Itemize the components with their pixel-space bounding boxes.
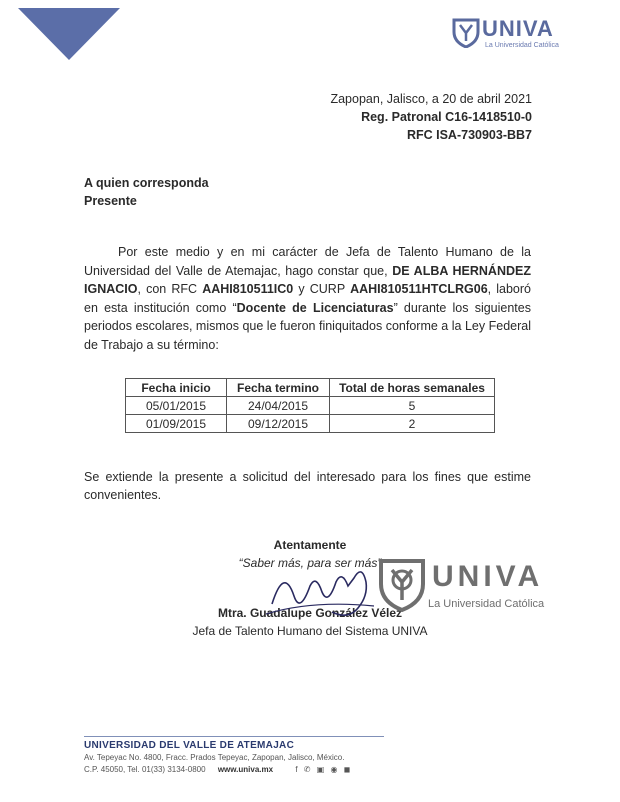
table-row: [126, 397, 495, 415]
cell-start-date: 05/01/2015: [126, 397, 227, 415]
footer-contact-row: [84, 764, 384, 776]
cell-end-date: 09/12/2015: [227, 415, 330, 433]
univa-shield-icon: [452, 18, 480, 48]
body-text-2: , con RFC: [137, 282, 198, 296]
univa-logo-header: [452, 18, 602, 52]
periods-table: [125, 378, 495, 433]
place-date: Zapopan, Jalisco, a 20 de abril 2021: [330, 92, 532, 106]
letter-header: [330, 90, 532, 144]
footer-contact: C.P. 45050, Tel. 01(33) 3134-0800: [84, 765, 206, 774]
body-text-4: , laboró en esta institución como “: [84, 282, 532, 315]
cell-end-date: 24/04/2015: [227, 397, 330, 415]
corner-triangle-decoration: [18, 8, 120, 60]
body-paragraph: [84, 243, 531, 354]
body-text-1: Por este medio y en mi carácter de Jefa de Talento Humano de la Universidad del Valle de Atemajac, hago constar que,: [84, 245, 531, 278]
cell-start-date: 01/09/2015: [126, 415, 227, 433]
brand-tagline: La Universidad Católica: [485, 42, 559, 49]
table-header-row: [126, 379, 495, 397]
footer: [84, 736, 384, 776]
closing-paragraph: Se extiende la presente a solicitud del interesado para los fines que estime convenientes.: [84, 470, 531, 502]
body-text-3: y CURP: [298, 282, 345, 296]
employee-curp: AAHI810511HTCLRG06: [350, 282, 488, 296]
col-header-hours: Total de horas semanales: [330, 379, 495, 397]
stamp-name: UNIVA: [432, 560, 544, 593]
footer-university: UNIVERSIDAD DEL VALLE DE ATEMAJAC: [84, 740, 295, 751]
motto: “Saber más, para ser más”: [238, 556, 382, 570]
signer-name: Mtra. Guadalupe González Vélez: [217, 606, 403, 620]
greeting-line-1: A quien corresponda: [84, 176, 209, 190]
rfc-company: RFC ISA-730903-BB7: [406, 128, 532, 142]
employee-position: Docente de Licenciaturas: [236, 300, 394, 315]
footer-divider: [84, 736, 384, 737]
salutation: Atentamente: [273, 538, 347, 552]
reg-patronal: Reg. Patronal C16-1418510-0: [361, 110, 532, 124]
body-text-5: ” durante los siguientes periodos escolares, mismos que le fueron finiquitados conforme a la Ley Federal de Trabajo a su término:: [84, 300, 531, 352]
univa-seal-shield-icon: [378, 558, 426, 612]
col-header-start: Fecha inicio: [126, 379, 227, 397]
univa-seal-stamp: [378, 558, 588, 618]
handwritten-signature: [262, 556, 382, 626]
footer-website-link[interactable]: www.univa.mx: [217, 765, 274, 774]
greeting: [84, 174, 209, 210]
employee-name: DE ALBA HERNÁNDEZ IGNACIO: [84, 263, 531, 296]
greeting-line-2: Presente: [84, 194, 137, 208]
employee-rfc: AAHI810511IC0: [202, 282, 294, 296]
brand-name: UNIVA: [482, 16, 554, 41]
footer-address: Av. Tepeyac No. 4800, Fracc. Prados Tepeyac, Zapopan, Jalisco, México.: [84, 753, 345, 762]
cell-hours: 5: [330, 397, 495, 415]
table-row: [126, 415, 495, 433]
signer-role: Jefa de Talento Humano del Sistema UNIVA: [192, 624, 428, 638]
col-header-end: Fecha termino: [227, 379, 330, 397]
cell-hours: 2: [330, 415, 495, 433]
social-icons[interactable]: f ✆ ▣ ◉ ◼: [295, 765, 353, 774]
stamp-tagline: La Universidad Católica: [428, 598, 545, 610]
